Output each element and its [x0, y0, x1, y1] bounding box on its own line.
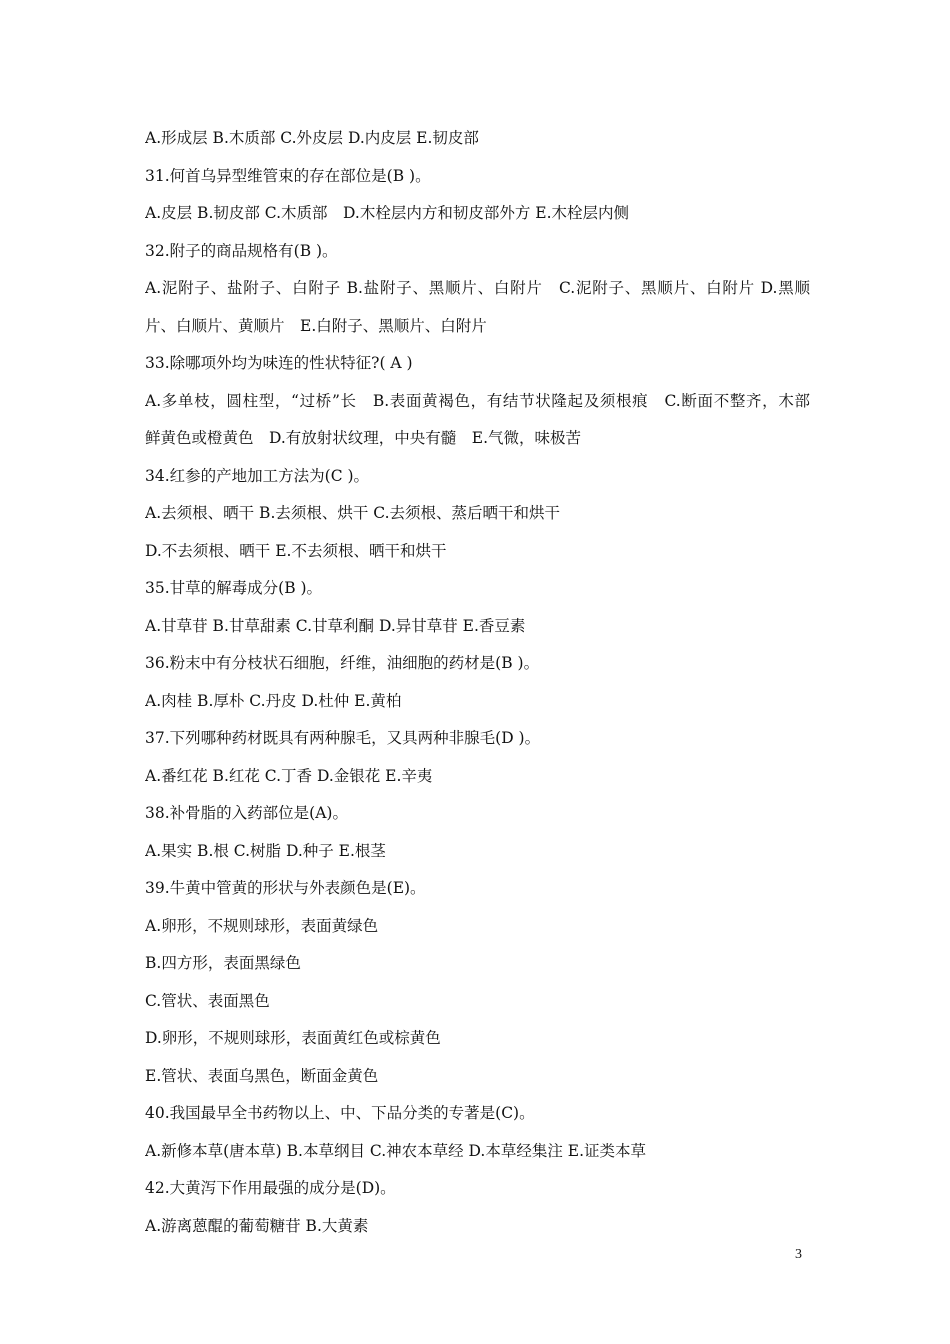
text-line: A.卵形，不规则球形，表面黄绿色	[145, 916, 379, 935]
text-line: A.皮层 B.韧皮部 C.木质部 D.木栓层内方和韧皮部外方 E.木栓层内侧	[145, 204, 629, 222]
text-line: A.甘草苷 B.甘草甜素 C.甘草利酮 D.异甘草苷 E.香豆素	[145, 616, 526, 635]
text-line: 鲜黄色或橙黄色 D.有放射状纹理，中央有髓 E.气微，味极苦	[145, 429, 582, 447]
question-line: 42.大黄泻下作用最强的成分是(D)。	[145, 1179, 396, 1197]
question-line: 33.除哪项外均为味连的性状特征?( A )	[145, 354, 413, 372]
text-line: D.不去须根、晒干 E.不去须根、晒干和烘干	[145, 541, 447, 560]
text-line: A.游离蒽醌的葡萄糖苷 B.大黄素	[145, 1216, 369, 1235]
text-line: A.泥附子、盐附子、白附子 B.盐附子、黑顺片、白附片 C.泥附子、黑顺片、白附片 D.黑顺	[145, 279, 810, 297]
text-line: D.卵形，不规则球形，表面黄红色或棕黄色	[145, 1029, 441, 1047]
page-number: 3	[795, 1247, 802, 1262]
text-line: 片、白顺片、黄顺片 E.白附子、黑顺片、白附片	[145, 316, 487, 335]
question-line: 37.下列哪种药材既具有两种腺毛，又具两种非腺毛(D )。	[145, 729, 541, 747]
document-body	[145, 120, 810, 1245]
text-line: A.多单枝，圆柱型，“过桥”长 B.表面黄褐色，有结节状隆起及须根痕 C.断面不整齐，木部	[145, 391, 810, 410]
text-line: A.去须根、晒干 B.去须根、烘干 C.去须根、蒸后晒干和烘干	[145, 504, 561, 522]
question-line: 34.红参的产地加工方法为(C )。	[145, 466, 370, 485]
question-line: 35.甘草的解毒成分(B )。	[145, 579, 323, 597]
question-line: 38.补骨脂的入药部位是(A)。	[145, 804, 348, 822]
text-line: C.管状、表面黑色	[145, 991, 270, 1010]
text-line: A.形成层 B.木质部 C.外皮层 D.内皮层 E.韧皮部	[145, 129, 479, 147]
text-line: A.新修本草(唐本草) B.本草纲目 C.神农本草经 D.本草经集注 E.证类本草	[145, 1141, 647, 1160]
text-line: E.管状、表面乌黑色，断面金黄色	[145, 1066, 379, 1085]
text-line: A.肉桂 B.厚朴 C.丹皮 D.杜仲 E.黄柏	[145, 691, 402, 710]
text-line: A.番红花 B.红花 C.丁香 D.金银花 E.辛夷	[145, 766, 433, 785]
question-line: 40.我国最早全书药物以上、中、下品分类的专著是(C)。	[145, 1104, 535, 1122]
question-line: 36.粉末中有分枝状石细胞，纤维，油细胞的药材是(B )。	[145, 654, 540, 672]
question-line: 39.牛黄中管黄的形状与外表颜色是(E)。	[145, 879, 426, 897]
text-line: A.果实 B.根 C.树脂 D.种子 E.根茎	[145, 841, 386, 860]
question-line: 31.何首乌异型维管束的存在部位是(B )。	[145, 166, 431, 185]
text-line: B.四方形，表面黑绿色	[145, 954, 301, 972]
question-line: 32.附子的商品规格有(B )。	[145, 241, 338, 260]
